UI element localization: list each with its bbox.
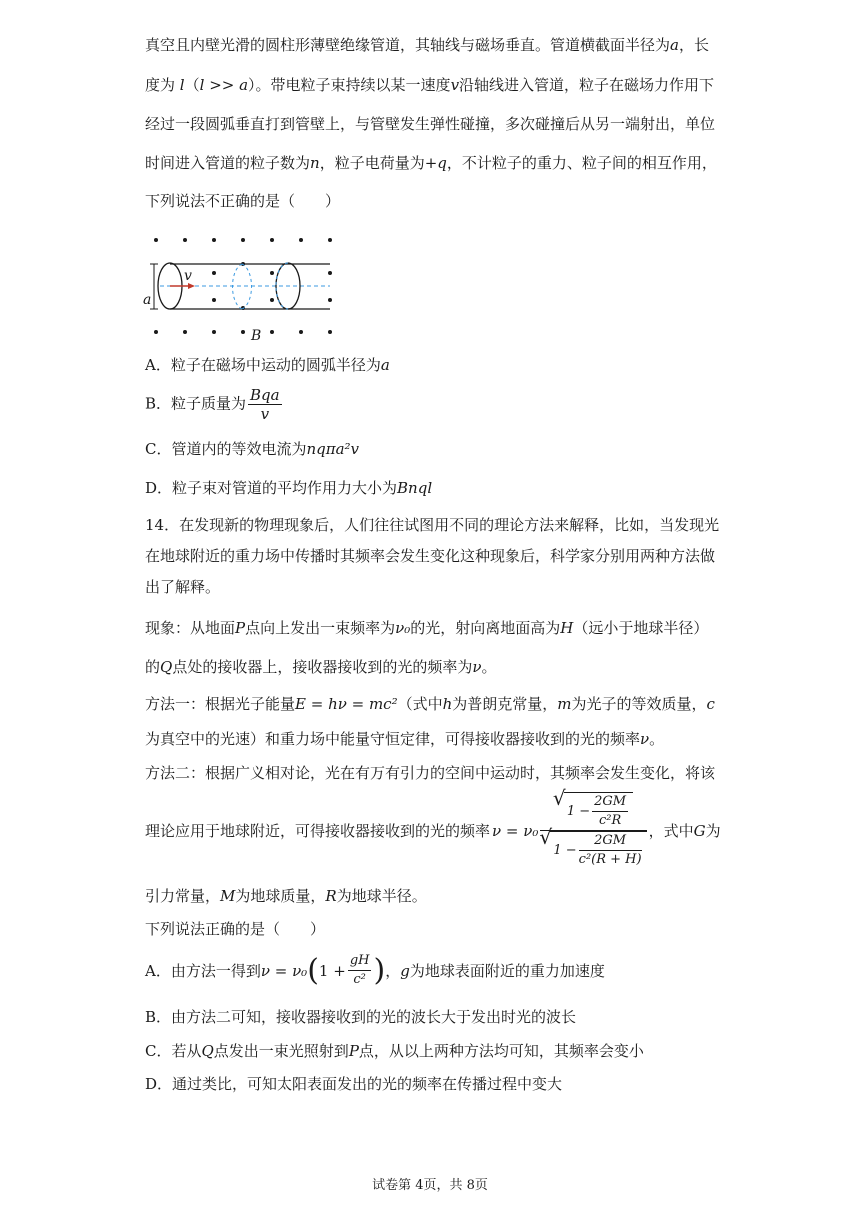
text: 时间进入管道的粒子数为 (145, 154, 311, 172)
text: 为普朗克常量， (452, 695, 558, 713)
symbol-q: q (437, 154, 447, 172)
denominator (540, 831, 646, 869)
symbol-P: P (235, 619, 246, 637)
text: （式中 (397, 695, 443, 713)
q14-option-b: B．由方法二可知，接收器接收到的光的波长大于发出时光的波长 (145, 1008, 577, 1026)
q14-method2-3 (145, 885, 427, 907)
symbol-l-gg-a: l >> a (199, 76, 249, 94)
text: ， (385, 962, 401, 980)
symbol: a (380, 356, 390, 374)
text: A．粒子在磁场中运动的圆弧半径为 (145, 356, 381, 374)
text: 的 (145, 658, 161, 676)
q13-line-5: 下列说法不正确的是（ ） (145, 192, 341, 210)
numerator: gH (348, 952, 372, 971)
text: 引力常量， (145, 887, 221, 905)
symbol-G: G (693, 821, 706, 840)
symbol-nu: ν (640, 730, 650, 748)
numerator: 2GM (579, 832, 642, 851)
text: 为地球表面附近的重力加速度 (409, 962, 605, 980)
text: C．管道内的等效电流为 (145, 440, 307, 458)
q14-question: 下列说法正确的是（ ） (145, 920, 326, 938)
q14-line-1: 14．在发现新的物理现象后，人们往往试图用不同的理论方法来解释，比如，当发现光 (145, 516, 720, 534)
denominator: c²R (598, 813, 622, 828)
fraction (592, 793, 628, 830)
symbol-v: v (450, 76, 460, 94)
page-footer: 试卷第 4页，共 8页 (372, 1178, 488, 1193)
text: 点处的接收器上，接收器接收到的光的频率为 (172, 658, 473, 676)
q14-line-3: 出了解释。 (145, 578, 221, 596)
text: 点向上发出一束频率为 (245, 619, 396, 637)
symbol-m: m (557, 695, 572, 713)
symbol: Bnql (397, 479, 433, 497)
text: C．若从 (145, 1042, 202, 1060)
symbol-M: M (220, 887, 236, 905)
text: ，式中 (648, 822, 694, 840)
denominator: v (260, 405, 270, 423)
text: ，长 (678, 36, 709, 54)
symbol-H: H (560, 619, 574, 637)
symbol-c: c (706, 695, 715, 713)
text: 为 (705, 822, 721, 840)
q14-method2-1: 方法二：根据广义相对论，光在有万有引力的空间中运动时，其频率会发生变化，将该 (145, 764, 716, 782)
symbol-Q: Q (201, 1042, 214, 1060)
q13-option-b (145, 386, 284, 423)
text: 1 − (566, 804, 591, 819)
equation-left: ν = ν₀ (492, 821, 539, 840)
text: 的光，射向离地面高为 (410, 619, 561, 637)
fraction (348, 952, 372, 989)
sqrt (550, 831, 646, 869)
paren-right: ) (373, 953, 386, 988)
text: 度为 (145, 76, 176, 94)
q13-option-c (145, 438, 359, 460)
label-B: B (251, 328, 262, 344)
symbol-R: R (325, 887, 337, 905)
text: 沿轴线进入管道，粒子在磁场力作用下 (459, 76, 715, 94)
q13-line-2 (145, 74, 714, 96)
numerator (540, 792, 646, 831)
text: 方法一：根据光子能量 (145, 695, 296, 713)
q13-option-a (145, 354, 390, 376)
text: ，粒子电荷量为+ (319, 154, 438, 172)
q14-option-a (145, 952, 605, 989)
text: 现象：从地面 (145, 619, 236, 637)
text: D．粒子束对管道的平均作用力大小为 (145, 479, 398, 497)
fraction (248, 386, 282, 423)
text: ）。带电粒子束持续以某一速度 (248, 76, 451, 94)
magnetic-field-pipe-figure (140, 228, 350, 348)
label-a: a (143, 292, 152, 308)
text: 为地球半径。 (336, 887, 427, 905)
text: 点，从以上两种方法均可知，其频率会变小 (358, 1042, 644, 1060)
text: 点发出一束光照射到 (213, 1042, 349, 1060)
text: 。 (481, 658, 497, 676)
symbol-n: n (310, 154, 320, 172)
equation-left: ν = ν₀ (260, 961, 308, 980)
denominator: c²(R + H) (578, 852, 642, 867)
numerator: 2GM (592, 793, 628, 812)
equation: E = hν = mc² (295, 695, 398, 713)
text: 为真空中的光速）和重力场中能量守恒定律，可得接收器接收到的光的频率 (145, 730, 641, 748)
q13-line-1 (145, 34, 709, 56)
text: （ (184, 76, 200, 94)
symbol-nu: ν (472, 658, 482, 676)
q14-method1-2 (145, 728, 664, 750)
symbol-nu0: ν₀ (395, 619, 411, 637)
denominator: c² (353, 972, 366, 987)
symbol-Q: Q (160, 658, 173, 676)
q13-line-4 (145, 152, 717, 174)
symbol-g: g (400, 961, 410, 980)
text: （远小于地球半径） (573, 619, 709, 637)
q14-phenomenon-2 (145, 656, 496, 678)
text: B．粒子质量为 (145, 394, 247, 413)
q14-method1-1 (145, 693, 715, 715)
numerator: Bqa (250, 386, 280, 404)
q13-line-3: 经过一段圆弧垂直打到管壁上，与管壁发生弹性碰撞，多次碰撞后从另一端射出，单位 (145, 115, 716, 133)
q14-phenomenon-1 (145, 617, 708, 639)
text: 。 (649, 730, 665, 748)
fraction (579, 832, 642, 869)
symbol-a: a (670, 36, 679, 54)
text: 理论应用于地球附近，可得接收器接收到的光的频率 (145, 822, 491, 840)
text: 为地球质量， (235, 887, 326, 905)
text: 1 + (318, 961, 346, 980)
q13-option-d (145, 477, 432, 499)
relativity-frequency-fraction (540, 792, 646, 869)
symbol-l: l (179, 76, 185, 94)
q14-method2-2 (145, 792, 721, 869)
q14-option-c (145, 1040, 644, 1062)
paren-left: ( (307, 953, 319, 988)
sqrt (564, 792, 633, 830)
q14-option-d: D．通过类比，可知太阳表面发出的光的频率在传播过程中变大 (145, 1075, 563, 1093)
symbol: nqπa²v (306, 440, 360, 458)
text: ，不计粒子的重力、粒子间的相互作用， (446, 154, 717, 172)
text: A．由方法一得到 (145, 962, 261, 980)
text: 为光子的等效质量， (571, 695, 707, 713)
label-v: v (184, 268, 192, 284)
q14-line-2: 在地球附近的重力场中传播时其频率会发生变化这种现象后，科学家分别用两种方法做 (145, 547, 716, 565)
text: 1 − (553, 843, 577, 858)
symbol-P: P (348, 1042, 359, 1060)
symbol-h: h (442, 695, 453, 713)
text: 真空且内壁光滑的圆柱形薄壁绝缘管道，其轴线与磁场垂直。管道横截面半径为 (145, 36, 671, 54)
